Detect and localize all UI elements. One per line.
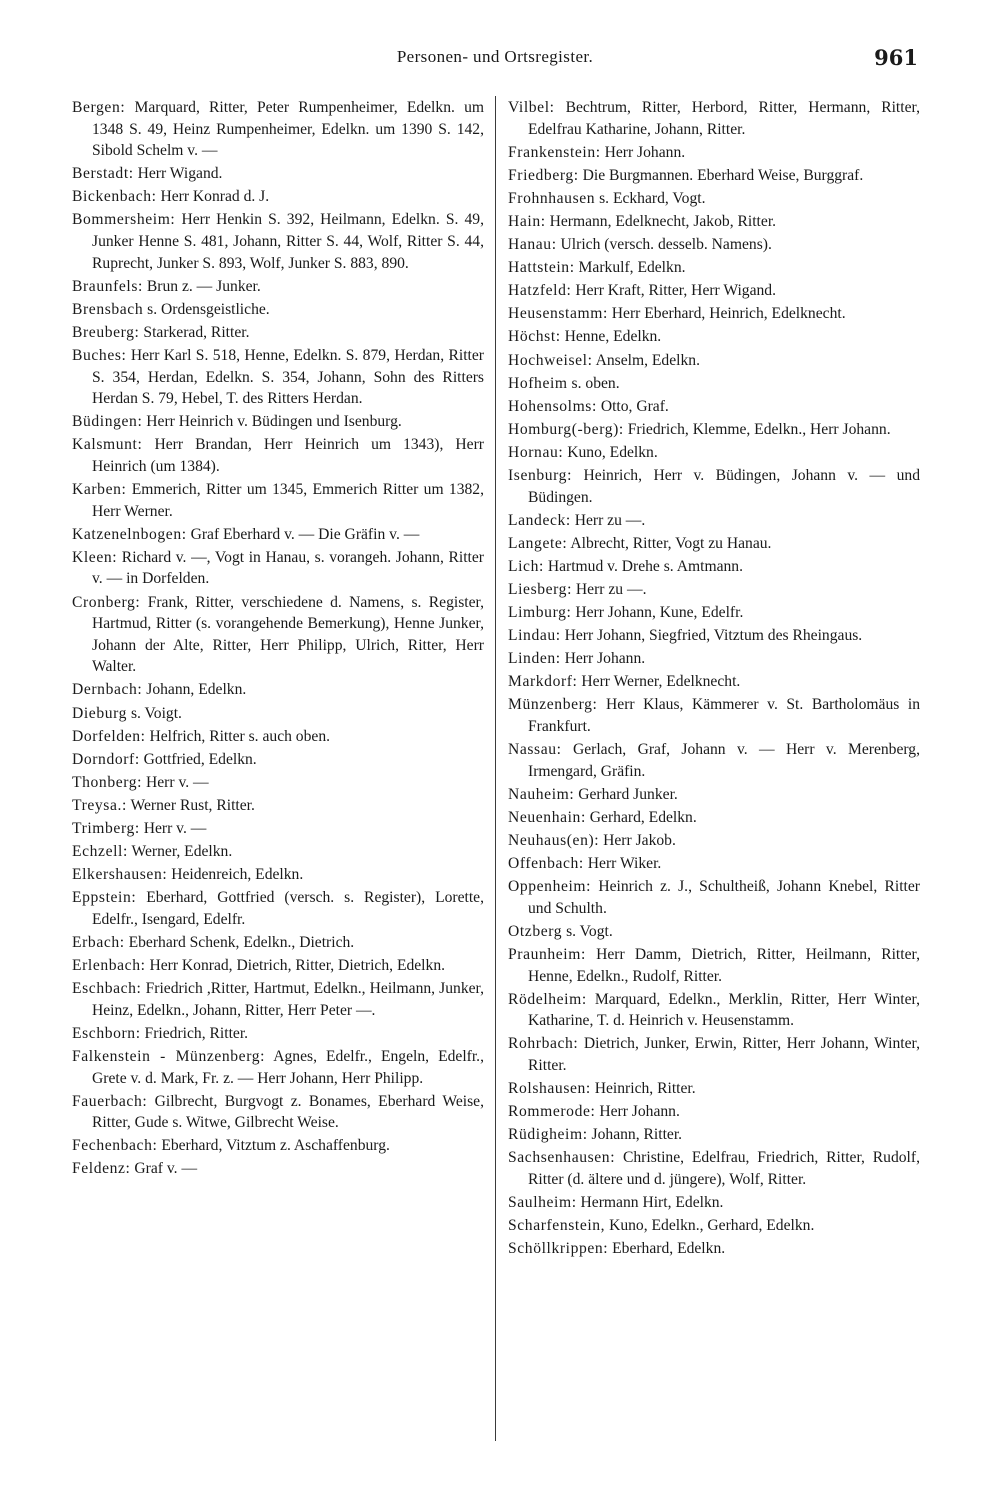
entry-place-name: Hohensolms: — [508, 397, 597, 415]
entry-text: Heinrich z. J., Schultheiß, Johann Knebel, Ritter und Schulth. — [528, 878, 920, 917]
register-entry — [72, 772, 484, 794]
entry-place-name: Hornau: — [508, 443, 564, 461]
register-entry — [72, 795, 484, 817]
column-divider — [495, 96, 496, 1441]
register-entry — [508, 989, 920, 1032]
entry-place-name: Dernbach: — [72, 681, 143, 699]
entry-place-name: Cronberg: — [72, 593, 141, 611]
entry-text: Brun z. — Junker. — [146, 277, 261, 295]
entry-text: s. Voigt. — [130, 704, 182, 722]
entry-place-name: Rüdigheim: — [508, 1126, 588, 1144]
entry-text: Agnes, Edelfr., Engeln, Edelfr., Grete v. d. Mark, Fr. z. — Herr Johann, Herr Philipp. — [92, 1047, 484, 1087]
entry-place-name: Landeck: — [508, 511, 571, 529]
entry-place-name: Braunfels: — [72, 277, 143, 295]
entry-text: s. Vogt. — [566, 922, 613, 940]
entry-text: Herr Werner, Edelknecht. — [581, 673, 741, 691]
entry-place-name: Eppstein: — [72, 889, 137, 907]
register-entry — [72, 479, 484, 522]
register-entry — [508, 465, 920, 508]
entry-place-name: Breuberg: — [72, 323, 140, 341]
entry-text: Herr zu —. — [575, 580, 647, 598]
entry-text: Bechtrum, Ritter, Herbord, Ritter, Hermann, Ritter, Edelfrau Katharine, Johann, Ritter. — [528, 99, 920, 138]
register-entry — [508, 556, 920, 578]
entry-text: Richard v. —, Vogt in Hanau, s. vorangeh. Johann, Ritter v. — in Dorfelden. — [92, 548, 484, 588]
entry-text: Herr Johann. — [604, 143, 686, 161]
entry-place-name: Kleen: — [72, 548, 118, 566]
register-entry — [508, 326, 920, 348]
entry-place-name: Hatzfeld: — [508, 282, 572, 300]
entry-place-name: Isenburg: — [508, 467, 573, 484]
entry-text: Marquard, Ritter, Peter Rumpenheimer, Edelkn. um 1348 S. 49, Heinz Rumpenheimer, Edelkn. um 1390 S. 142, Sibold Schelm v. — — [92, 99, 484, 160]
entry-text: s. Eckhard, Vogt. — [599, 189, 706, 207]
entry-text: Werner, Edelkn. — [131, 843, 233, 861]
register-entry — [72, 186, 484, 208]
entry-place-name: Liesberg: — [508, 580, 573, 598]
entry-place-name: Markdorf: — [508, 673, 578, 691]
entry-text: Herr zu —. — [574, 511, 646, 529]
register-entry — [508, 1192, 920, 1214]
entry-text: Marquard, Edelkn., Merklin, Ritter, Herr Winter, Katharine, T. d. Heinrich v. Heusenstamm. — [528, 990, 920, 1030]
entry-place-name: Karben: — [72, 481, 127, 499]
register-entry — [72, 411, 484, 433]
entry-place-name: Hanau: — [508, 236, 557, 254]
entry-text: Gerlach, Graf, Johann v. — Herr v. Merenberg, Irmengard, Gräfin. — [528, 741, 920, 780]
entry-text: Herr Wiker. — [587, 855, 662, 873]
register-entry — [72, 97, 484, 162]
register-entry — [72, 1091, 484, 1134]
entry-place-name: Treysa.: — [72, 796, 127, 814]
entry-place-name: Katzenelnbogen: — [72, 525, 187, 543]
entry-place-name: Hattstein: — [508, 259, 575, 277]
entry-place-name: Dieburg — [72, 704, 128, 722]
running-header — [72, 47, 918, 75]
register-entry — [508, 1033, 920, 1076]
register-entry — [508, 1078, 920, 1100]
entry-text: Herr Damm, Dietrich, Ritter, Heilmann, Ritter, Henne, Edelkn., Rudolf, Ritter. — [528, 945, 920, 985]
entry-text: Herr Henkin S. 392, Heilmann, Edelkn. S. 49, Junker Henne S. 481, Johann, Ritter S. 44, Wolf, Ritter S. 44, Ruprecht, Junker S. 893, Wolf, Junker S. 883, 890. — [92, 211, 484, 272]
register-entry — [72, 1023, 484, 1045]
entry-text: Henne, Edelkn. — [564, 328, 662, 346]
entry-text: Johann, Ritter. — [591, 1126, 683, 1144]
entry-text: Herr v. — — [143, 820, 207, 837]
entry-place-name: Fechenbach: — [72, 1137, 158, 1155]
entry-place-name: Brensbach — [72, 300, 144, 318]
running-title: Personen- und Ortsregister. — [396, 47, 594, 66]
entry-place-name: Linden: — [508, 650, 561, 668]
register-entry — [508, 510, 920, 532]
entry-text: Anselm, Edelkn. — [595, 351, 700, 369]
entry-text: Friedrich, Ritter. — [144, 1024, 249, 1042]
entry-text: Eberhard, Gottfried (versch. s. Register), Lorette, Edelfr., Isengard, Edelfr. — [92, 889, 484, 928]
entry-place-name: Neuhaus(en): — [508, 832, 600, 849]
entry-text: Herr Johann. — [564, 650, 646, 668]
entry-place-name: Kalsmunt: — [72, 436, 143, 454]
entry-place-name: Münzenberg: — [508, 696, 598, 714]
register-entry — [508, 807, 920, 829]
entry-text: Otto, Graf. — [600, 397, 669, 415]
entry-place-name: Trimberg: — [72, 820, 140, 837]
register-entry — [508, 1101, 920, 1123]
entry-place-name: Buches: — [72, 347, 127, 365]
register-entry — [508, 921, 920, 943]
entry-place-name: Erbach: — [72, 933, 125, 951]
register-entry — [508, 1147, 920, 1190]
register-entry — [72, 434, 484, 477]
entry-text: Eberhard Schenk, Edelkn., Dietrich. — [128, 933, 355, 951]
register-entry — [508, 142, 920, 164]
register-entry — [72, 726, 484, 748]
entry-text: Herr Jakob. — [603, 832, 676, 849]
entry-text: Herr Konrad d. J. — [160, 188, 270, 206]
entry-place-name: Offenbach: — [508, 855, 584, 873]
entry-text: Gottfried, Edelkn. — [143, 750, 257, 768]
register-entry — [508, 234, 920, 256]
register-entry — [508, 1238, 920, 1260]
register-entry — [508, 876, 920, 919]
entry-text: Hermann, Edelknecht, Jakob, Ritter. — [549, 212, 777, 230]
register-entry — [72, 955, 484, 977]
entry-text: Eberhard, Edelkn. — [612, 1240, 726, 1258]
entry-place-name: Höchst: — [508, 328, 561, 346]
entry-place-name: Lindau: — [508, 627, 561, 645]
register-entry — [72, 1158, 484, 1180]
entry-text: Starkerad, Ritter. — [143, 323, 250, 341]
entry-place-name: Frohnhausen — [508, 189, 596, 207]
register-entry — [508, 625, 920, 647]
entry-place-name: Eschborn: — [72, 1024, 141, 1042]
register-entry — [72, 818, 484, 840]
register-entry — [72, 276, 484, 298]
entry-text: Christine, Edelfrau, Friedrich, Ritter, Rudolf, Ritter (d. ältere und d. jüngere), Wolf, Ritter. — [528, 1149, 920, 1188]
register-entry — [72, 887, 484, 930]
register-entry — [508, 579, 920, 601]
entry-text: Friedrich ,Ritter, Hartmut, Edelkn., Heilmann, Junker, Heinz, Edelkn., Johann, Ritter, Herr Peter —. — [92, 980, 485, 1019]
entry-place-name: Nassau: — [508, 741, 562, 759]
entry-place-name: Limburg: — [508, 604, 572, 622]
entry-text: Kuno, Edelkn., Gerhard, Edelkn. — [609, 1217, 815, 1235]
entry-place-name: Nauheim: — [508, 785, 575, 803]
entry-text: Herr Johann, Siegfried, Vitztum des Rheingaus. — [564, 627, 863, 645]
register-entry — [508, 442, 920, 464]
register-entry — [72, 978, 484, 1021]
entry-text: Emmerich, Ritter um 1345, Emmerich Ritter um 1382, Herr Werner. — [92, 481, 484, 520]
register-entry — [508, 257, 920, 279]
entry-text: Herr Kraft, Ritter, Herr Wigand. — [575, 282, 776, 300]
entry-place-name: Falkenstein - Münzenberg: — [72, 1047, 266, 1065]
entry-place-name: Frankenstein: — [508, 143, 601, 161]
register-entry — [72, 1135, 484, 1157]
register-entry — [72, 299, 484, 321]
entry-text: Gerhard, Edelkn. — [589, 808, 697, 826]
entry-text: Hermann Hirt, Edelkn. — [580, 1194, 724, 1211]
entry-text: Herr Eberhard, Heinrich, Edelknecht. — [611, 305, 846, 323]
entry-text: Herr Klaus, Kämmerer v. St. Bartholomäus in Frankfurt. — [528, 696, 920, 736]
entry-text: Herr Konrad, Dietrich, Ritter, Dietrich, Edelkn. — [149, 957, 446, 975]
entry-text: Hartmud v. Drehe s. Amtmann. — [547, 557, 744, 575]
entry-text: Herr Johann, Kune, Edelfr. — [575, 604, 744, 622]
register-entry — [72, 345, 484, 410]
entry-text: Heinrich, Herr v. Büdingen, Johann v. — und Büdingen. — [528, 467, 921, 506]
entry-text: Albrecht, Ritter, Vogt zu Hanau. — [570, 534, 772, 552]
entry-text: Johann, Edelkn. — [146, 681, 247, 699]
entry-place-name: Rödelheim: — [508, 990, 587, 1008]
entry-place-name: Elkershausen: — [72, 866, 168, 884]
register-entry — [508, 739, 920, 782]
entry-text: Graf Eberhard v. — Die Gräfin v. — — [190, 525, 420, 543]
register-entry — [508, 373, 920, 395]
register-entry — [72, 163, 484, 185]
entry-place-name: Echzell: — [72, 843, 128, 861]
register-entry — [508, 671, 920, 693]
register-entry — [508, 303, 920, 325]
register-entry — [508, 97, 920, 140]
register-entry — [508, 694, 920, 737]
entry-place-name: Büdingen: — [72, 413, 143, 431]
register-entry — [508, 944, 920, 987]
entry-place-name: Friedberg: — [508, 166, 579, 184]
entry-place-name: Bommersheim: — [72, 211, 176, 229]
register-entry — [508, 784, 920, 806]
register-entry — [508, 1124, 920, 1146]
register-entry — [72, 703, 484, 725]
entry-place-name: Oppenheim: — [508, 878, 592, 896]
entry-place-name: Scharfenstein, — [508, 1217, 606, 1235]
entry-place-name: Neuenhain: — [508, 808, 586, 826]
entry-place-name: Hain: — [508, 212, 546, 230]
register-entry — [72, 547, 484, 590]
entry-text: Herr Wigand. — [137, 165, 223, 183]
entry-place-name: Schöllkrippen: — [508, 1240, 609, 1258]
entry-place-name: Eschbach: — [72, 980, 142, 998]
entry-place-name: Thonberg: — [72, 773, 143, 791]
entry-text: Heidenreich, Edelkn. — [171, 866, 304, 884]
entry-place-name: Erlenbach: — [72, 957, 146, 975]
entry-place-name: Hochweisel: — [508, 351, 593, 369]
entry-place-name: Heusenstamm: — [508, 305, 608, 323]
right-column — [508, 97, 920, 1261]
entry-text: Herr v. — — [145, 773, 209, 791]
register-entry — [508, 602, 920, 624]
entry-text: Markulf, Edelkn. — [578, 259, 686, 277]
entry-place-name: Praunheim: — [508, 945, 586, 963]
entry-text: Herr Johann. — [599, 1103, 680, 1121]
entry-text: Frank, Ritter, verschiedene d. Namens, s. Register, Hartmud, Ritter (s. vorangehende Bemerkung), Henne Junker, Johann der Alte, Ritter, Herr Philipp, Ulrich, Ritter, Herr Walter. — [92, 593, 484, 676]
register-entry — [72, 1046, 484, 1089]
entry-place-name: Lich: — [508, 557, 544, 575]
register-entry — [72, 841, 484, 863]
entry-place-name: Fauerbach: — [72, 1092, 148, 1110]
register-entry — [508, 396, 920, 418]
entry-text: Gerhard Junker. — [578, 785, 678, 803]
entry-place-name: Dorndorf: — [72, 750, 140, 768]
register-entry — [72, 679, 484, 701]
entry-place-name: Bergen: — [72, 99, 126, 116]
entry-text: Gilbrecht, Burgvogt z. Bonames, Eberhard Weise, Ritter, Gude s. Witwe, Gilbrecht Weise. — [92, 1092, 484, 1132]
entry-text: Graf v. — — [134, 1160, 198, 1178]
register-entry — [508, 350, 920, 372]
register-entry — [508, 188, 920, 210]
entry-place-name: Sachsenhausen: — [508, 1149, 616, 1167]
entry-text: Ulrich (versch. desselb. Namens). — [560, 236, 772, 254]
register-entry — [508, 419, 920, 441]
register-entry — [72, 209, 484, 274]
register-entry — [508, 165, 920, 187]
entry-text: s. Ordensgeistliche. — [147, 300, 270, 318]
register-entry — [508, 280, 920, 302]
entry-text: Herr Karl S. 518, Henne, Edelkn. S. 879, Herdan, Ritter S. 354, Herdan, Edelkn. S. 354, Johann, Sohn des Ritters Herdan S. 79, Hebel, T. des Ritters Herdan. — [92, 347, 484, 408]
register-entry — [508, 853, 920, 875]
entry-text: s. oben. — [571, 374, 620, 392]
entry-place-name: Hofheim — [508, 374, 568, 392]
entry-place-name: Dorfelden: — [72, 727, 146, 745]
entry-text: Herr Brandan, Herr Heinrich um 1343), Herr Heinrich (um 1384). — [92, 436, 484, 475]
left-column — [72, 97, 484, 1182]
entry-place-name: Homburg(-berg): — [508, 420, 624, 438]
entry-place-name: Rohrbach: — [508, 1035, 579, 1053]
entry-text: Kuno, Edelkn. — [567, 443, 658, 461]
register-entry — [508, 533, 920, 555]
entry-text: Helfrich, Ritter s. auch oben. — [149, 727, 331, 745]
entry-text: Die Burgmannen. Eberhard Weise, Burggraf. — [582, 166, 864, 184]
entry-text: Eberhard, Vitztum z. Aschaffenburg. — [161, 1137, 390, 1155]
register-entry — [508, 1215, 920, 1237]
entry-text: Herr Heinrich v. Büdingen und Isenburg. — [146, 413, 402, 431]
register-entry — [72, 592, 484, 678]
entry-place-name: Feldenz: — [72, 1160, 131, 1178]
entry-place-name: Langete: — [508, 534, 568, 552]
entry-place-name: Bickenbach: — [72, 188, 157, 206]
register-entry — [72, 524, 484, 546]
entry-place-name: Berstadt: — [72, 165, 134, 183]
entry-text: Friedrich, Klemme, Edelkn., Herr Johann. — [627, 420, 891, 438]
register-entry — [508, 211, 920, 233]
entry-text: Werner Rust, Ritter. — [130, 796, 255, 814]
entry-place-name: Rolshausen: — [508, 1080, 591, 1098]
register-entry — [72, 322, 484, 344]
register-entry — [72, 749, 484, 771]
entry-place-name: Vilbel: — [508, 99, 555, 116]
entry-place-name: Saulheim: — [508, 1194, 577, 1211]
entry-text: Dietrich, Junker, Erwin, Ritter, Herr Johann, Winter, Ritter. — [528, 1035, 920, 1074]
entry-place-name: Otzberg — [508, 922, 563, 940]
register-entry — [72, 864, 484, 886]
entry-text: Heinrich, Ritter. — [594, 1080, 696, 1098]
register-entry — [72, 932, 484, 954]
entry-place-name: Rommerode: — [508, 1103, 596, 1121]
register-entry — [508, 648, 920, 670]
register-entry — [508, 830, 920, 852]
page-number: 961 — [874, 45, 918, 70]
